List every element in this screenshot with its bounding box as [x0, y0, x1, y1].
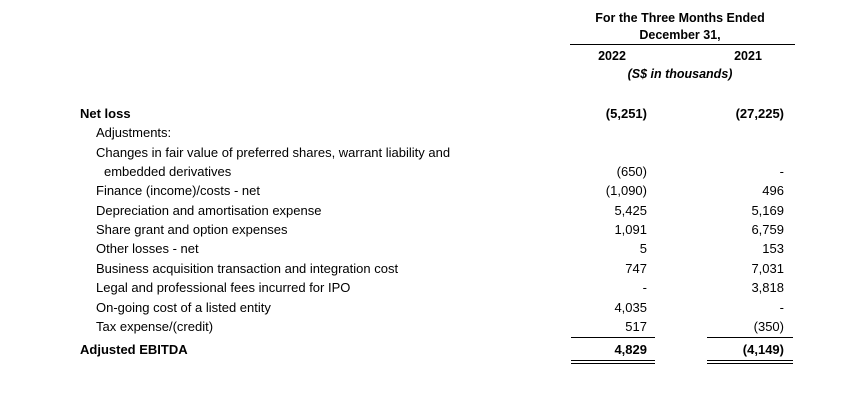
- units-label: (S$ in thousands): [627, 67, 733, 81]
- row-label-finance: Finance (income)/costs - net: [96, 183, 261, 198]
- row-label-depreciation: Depreciation and amortisation expense: [96, 203, 322, 218]
- value-business-acquisition-2021: 7,031: [751, 261, 784, 276]
- value-share-grant-2021: 6,759: [751, 222, 784, 237]
- value-listed-entity-2022: 4,035: [614, 300, 647, 315]
- header-rule: [570, 44, 795, 45]
- row-label-business-acquisition: Business acquisition transaction and integration cost: [96, 261, 399, 276]
- value-other-losses-2022: 5: [639, 241, 647, 256]
- value-adjusted-ebitda-2022: 4,829: [614, 342, 647, 357]
- row-label-listed-entity: On-going cost of a listed entity: [96, 300, 271, 315]
- column-header-2022: 2022: [598, 49, 626, 63]
- subtotal-rule-2022: [571, 337, 655, 338]
- row-label-legal-fees: Legal and professional fees incurred for IPO: [96, 280, 351, 295]
- value-listed-entity-2021: -: [779, 300, 784, 315]
- row-label-adjustments: Adjustments:: [96, 125, 172, 140]
- value-share-grant-2022: 1,091: [614, 222, 647, 237]
- column-header-2021: 2021: [734, 49, 762, 63]
- total-double-rule-2021-b: [707, 363, 793, 364]
- table-header-title: For the Three Months Ended: [595, 11, 765, 25]
- row-label-adjusted-ebitda: Adjusted EBITDA: [80, 342, 188, 357]
- value-other-losses-2021: 153: [762, 241, 784, 256]
- value-finance-2021: 496: [762, 183, 784, 198]
- row-label-other-losses: Other losses - net: [96, 241, 199, 256]
- total-double-rule-2022-b: [571, 363, 655, 364]
- value-fair-value-2021: -: [779, 164, 784, 179]
- row-label-tax: Tax expense/(credit): [96, 319, 214, 334]
- row-label-fair-value-line2: embedded derivatives: [104, 164, 232, 179]
- value-fair-value-2022: (650): [616, 164, 647, 179]
- value-depreciation-2022: 5,425: [614, 203, 647, 218]
- total-double-rule-2022-a: [571, 360, 655, 361]
- value-tax-2021: (350): [753, 319, 784, 334]
- row-label-net-loss: Net loss: [80, 106, 131, 121]
- table-header-subtitle: December 31,: [639, 28, 721, 42]
- value-finance-2022: (1,090): [605, 183, 647, 198]
- row-label-share-grant: Share grant and option expenses: [96, 222, 288, 237]
- value-legal-fees-2021: 3,818: [751, 280, 784, 295]
- value-business-acquisition-2022: 747: [625, 261, 647, 276]
- value-adjusted-ebitda-2021: (4,149): [742, 342, 784, 357]
- subtotal-rule-2021: [707, 337, 793, 338]
- value-net-loss-2021: (27,225): [735, 106, 784, 121]
- row-label-fair-value-line1: Changes in fair value of preferred shares, warrant liability and: [96, 145, 451, 160]
- total-double-rule-2021-a: [707, 360, 793, 361]
- value-legal-fees-2022: -: [642, 280, 647, 295]
- value-depreciation-2021: 5,169: [751, 203, 784, 218]
- value-tax-2022: 517: [625, 319, 647, 334]
- value-net-loss-2022: (5,251): [605, 106, 647, 121]
